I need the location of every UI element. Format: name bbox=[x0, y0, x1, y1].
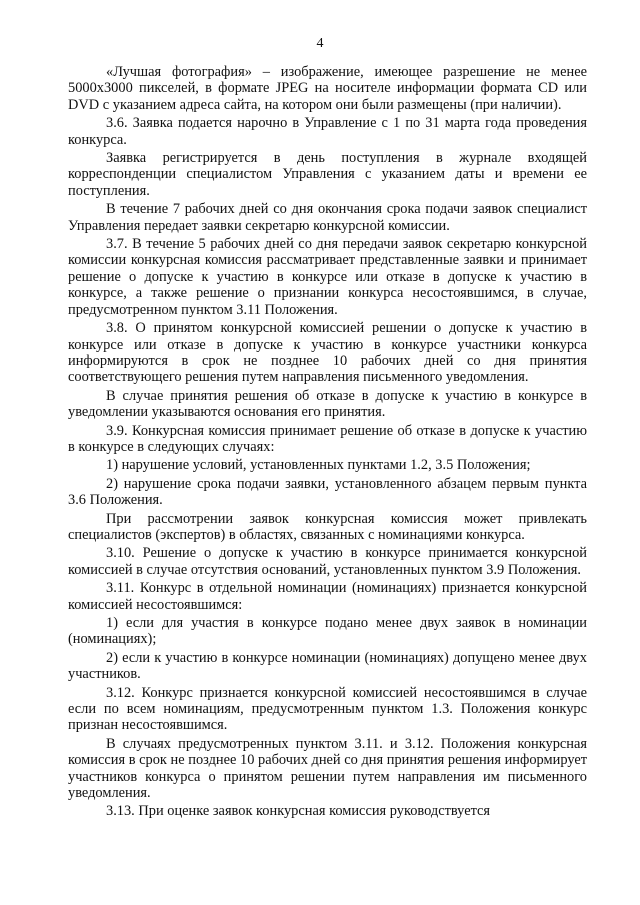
paragraph-registration: Заявка регистрируется в день поступления в журнале входящей корреспонденции специалистом Управления с указанием даты и времени ее поступления. bbox=[68, 150, 587, 199]
paragraph-3-13: 3.13. При оценке заявок конкурсная комиссия руководствуется bbox=[106, 803, 491, 820]
list-item-3-9-2: 2) нарушение срока подачи заявки, установленного абзацем первым пункта 3.6 Положения. bbox=[68, 475, 587, 509]
paragraph-experts: При рассмотрении заявок конкурсная комиссия может привлекать специалистов (экспертов) в областях, связанных с номинациями конкурса. bbox=[68, 510, 587, 543]
paragraph-3-8: 3.8. О принятом конкурсной комиссией решении о допуске к участию в конкурсе или отказе в допуске к участию в конкурсе участники конкурса информируются в срок не позднее 10 рабочих дней со дня принятия соответствующего решения путем направления письменного уведомления. bbox=[68, 320, 587, 386]
document-body bbox=[68, 64, 587, 822]
paragraph-3-12: 3.12. Конкурс признается конкурсной комиссией несостоявшимся в случае если по всем номинациям, предусмотренным пунктом 1.3. Положения конкурс признан несостоявшимся. bbox=[68, 684, 587, 734]
paragraph-3-6: 3.6. Заявка подается нарочно в Управление с 1 по 31 марта года проведения конкурса. bbox=[68, 115, 587, 148]
paragraph-transfer-to-secretary: В течение 7 рабочих дней со дня окончания срока подачи заявок специалист Управления передает заявки секретарю конкурсной комиссии. bbox=[68, 201, 587, 234]
paragraph-best-photo-definition: «Лучшая фотография» – изображение, имеющее разрешение не менее 5000х3000 пикселей, в формате JPEG на носителе информации формата CD или DVD с указанием адреса сайта, на котором они были размещены (при наличии). bbox=[68, 64, 587, 113]
list-item-3-11-1: 1) если для участия в конкурсе подано менее двух заявок в номинации (номинациях); bbox=[68, 615, 587, 648]
paragraph-refusal-grounds: В случае принятия решения об отказе в допуске к участию в конкурсе в уведомлении указываются основания его принятия. bbox=[68, 387, 587, 421]
paragraph-3-9: 3.9. Конкурсная комиссия принимает решение об отказе в допуске к участию в конкурсе в следующих случаях: bbox=[68, 422, 587, 455]
list-item-3-9-1: 1) нарушение условий, установленных пунктами 1.2, 3.5 Положения; bbox=[106, 457, 531, 474]
page-number: 4 bbox=[316, 36, 324, 51]
paragraph-notification: В случаях предусмотренных пунктом 3.11. и 3.12. Положения конкурсная комиссия в срок не позднее 10 рабочих дней со дня принятия решения информирует участников конкурса о принятом решении путем направления им письменного уведомления. bbox=[68, 735, 587, 802]
list-item-3-11-2: 2) если к участию в конкурсе номинации (номинациях) допущено менее двух участников. bbox=[68, 649, 587, 683]
paragraph-3-11: 3.11. Конкурс в отдельной номинации (номинациях) признается конкурсной комиссией несостоявшимся: bbox=[68, 580, 587, 613]
paragraph-3-10: 3.10. Решение о допуске к участию в конкурсе принимается конкурсной комиссией в случае отсутствия оснований, установленных пунктом 3.9 Положения. bbox=[68, 545, 587, 578]
paragraph-3-7: 3.7. В течение 5 рабочих дней со дня передачи заявок секретарю конкурсной комиссии конкурсная комиссия рассматривает представленные заявки и принимает решение о допуске к участию в конкурсе или отказе в допуске к участию в конкурсе, а также решение о признании конкурса несостоявшимся, в случае, предусмотренном пунктом 3.11 Положения. bbox=[68, 236, 587, 318]
